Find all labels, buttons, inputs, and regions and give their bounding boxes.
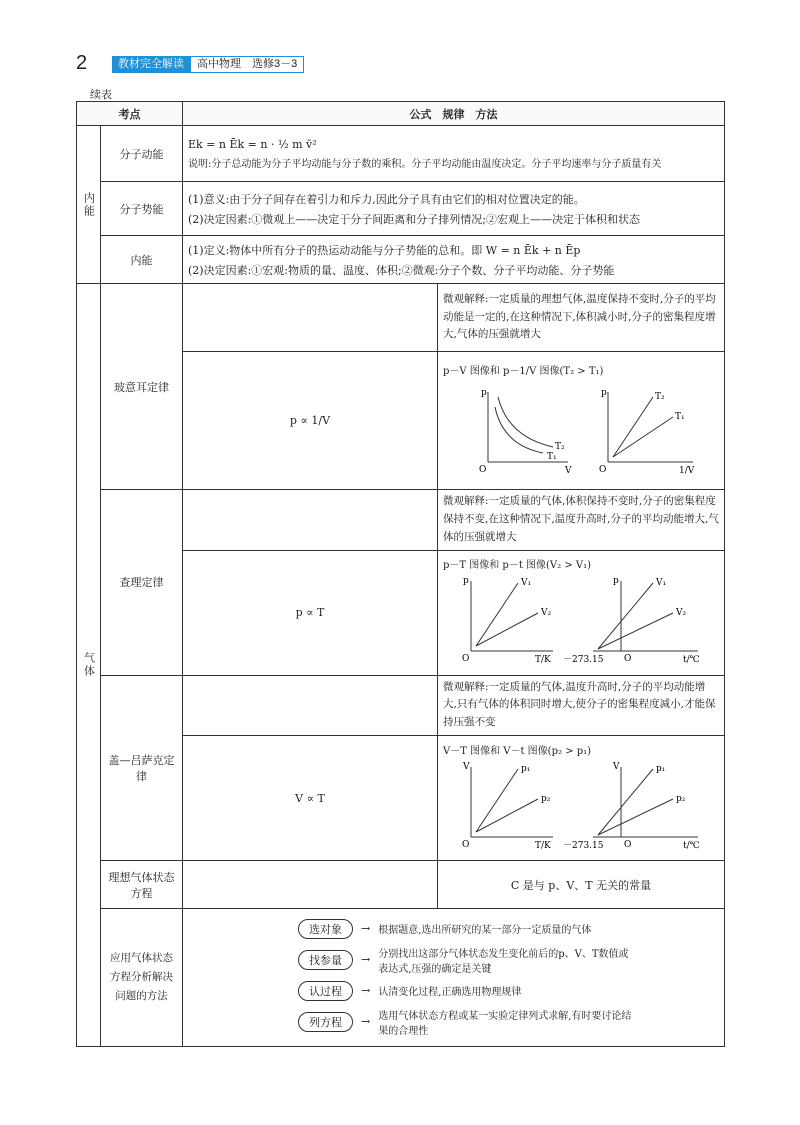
boyle-axis-invv: 1/V <box>679 465 695 476</box>
charles-formula-2: p ∝ T <box>183 550 438 675</box>
charles-axis-p2: p <box>613 576 619 587</box>
gay-label-p2: p₂ <box>541 793 551 804</box>
gay-origin-2: O <box>624 839 632 850</box>
boyle-curve-t2 <box>498 397 553 447</box>
flow-arrow-1: → <box>361 922 371 936</box>
charles-label-v1-2: V₁ <box>656 578 667 589</box>
gay-axis-tk: T/K <box>535 840 551 851</box>
flow-arrow-4: → <box>361 1015 371 1029</box>
gay-label-p1-2: p₁ <box>656 763 666 774</box>
charles-label-v2: V₂ <box>541 608 552 619</box>
gay-formula-1 <box>183 675 438 736</box>
boyle-label-t1-2: T₁ <box>675 411 685 422</box>
boyle-origin: O <box>479 464 487 475</box>
boyle-graph-title: p－V 图像和 p－1/V 图像(T₂ > T₁) <box>443 365 604 377</box>
flow-step-4-text: 选用气体状态方程或某一实验定律列式求解,有时要讨论结果的合理性 <box>378 1010 632 1037</box>
boyle-origin-2: O <box>599 464 607 475</box>
topic-boyle: 玻意耳定律 <box>101 284 183 490</box>
charles-micro: 微观解释:一定质量的气体,体积保持不变时,分子的密集程度保持不变,在这种情况下,温度升高时,分子的平均动能增大,气体的压强就增大 <box>438 490 725 551</box>
ideal-formula <box>183 861 438 909</box>
boyle-graph-svg <box>443 377 713 477</box>
boyle-line-t2 <box>613 397 653 457</box>
boyle-curve-t1 <box>495 407 543 453</box>
boyle-graphs <box>438 352 725 490</box>
flow-step-3 <box>298 981 719 1001</box>
ideal-note: C 是与 p、V、T 无关的常量 <box>438 861 725 909</box>
topic-gay: 盖—吕萨克定律 <box>101 675 183 861</box>
gay-line-p2-2 <box>598 799 673 835</box>
flow-arrow-2: → <box>361 953 371 967</box>
boyle-formula-1 <box>183 284 438 352</box>
flow-step-4 <box>298 1007 719 1037</box>
charles-axis-p: p <box>463 576 469 587</box>
topic-application: 应用气体状态方程分析解决问题的方法 <box>101 909 183 1047</box>
application-flow <box>183 909 725 1047</box>
flow-step-1 <box>298 919 719 939</box>
col-header-topic: 考点 <box>77 102 183 126</box>
internal-line-2: (2)决定因素:①宏观:物质的量、温度、体积;②微观:分子个数、分子平均动能、分子势能 <box>188 263 615 277</box>
content-potential <box>183 182 725 236</box>
boyle-line-t1 <box>613 417 673 457</box>
header-subject: 高中物理 选修3－3 <box>190 56 304 73</box>
gay-line-p2 <box>476 799 538 832</box>
note-ek: 说明:分子总动能为分子平均动能与分子数的乘积。分子平均动能由温度决定。分子平均速率与分子质量有关 <box>188 158 662 170</box>
topic-ideal: 理想气体状态方程 <box>101 861 183 909</box>
content-internal <box>183 236 725 284</box>
boyle-axis-p2: p <box>601 387 607 398</box>
gay-neg: －273.15 <box>563 840 604 851</box>
gay-axis-v2: V <box>613 761 620 772</box>
topic-potential: 分子势能 <box>101 182 183 236</box>
flow-step-2 <box>298 945 719 975</box>
charles-origin: O <box>462 654 470 665</box>
charles-neg: －273.15 <box>563 655 604 666</box>
potential-line-2: (2)决定因素:①微观上——决定于分子间距离和分子排列情况;②宏观上——决定于体积和状态 <box>188 212 640 226</box>
header-tag: 教材完全解读 <box>112 56 190 73</box>
boyle-label-t2: T₂ <box>555 441 565 452</box>
category-gas: 气体 <box>77 284 101 1047</box>
charles-label-v1: V₁ <box>521 578 532 589</box>
internal-line-1: (1)定义:物体中所有分子的热运动动能与分子势能的总和。即 W = n Ēk + n Ēp <box>188 243 581 257</box>
gay-line-p1 <box>476 769 518 832</box>
boyle-label-t1: T₁ <box>547 451 557 462</box>
topic-internal: 内能 <box>101 236 183 284</box>
charles-graph-title: p－T 图像和 p－t 图像(V₂ > V₁) <box>443 560 592 572</box>
charles-graph-svg <box>443 571 713 666</box>
gay-origin: O <box>462 839 470 850</box>
gay-graph-svg <box>443 757 713 852</box>
boyle-label-t2-2: T₂ <box>655 391 665 402</box>
charles-axis-tk: T/K <box>535 655 551 666</box>
boyle-micro: 微观解释:一定质量的理想气体,温度保持不变时,分子的平均动能是一定的,在这种情况下,体积减小时,分子的密集程度增大,气体的压强就增大 <box>438 284 725 352</box>
flow-step-1-label: 选对象 <box>298 919 353 939</box>
charles-graphs <box>438 550 725 675</box>
gay-line-p1-2 <box>598 769 653 835</box>
charles-origin-2: O <box>624 654 632 665</box>
charles-line-v2 <box>476 613 538 646</box>
boyle-formula-2: p ∝ 1/V <box>183 352 438 490</box>
content-kinetic <box>183 126 725 182</box>
subtitle: 续表 <box>90 88 112 101</box>
flow-step-3-label: 认过程 <box>298 981 353 1001</box>
topic-charles: 查理定律 <box>101 490 183 676</box>
gay-formula-2: V ∝ T <box>183 736 438 861</box>
category-internal-energy: 内能 <box>77 126 101 284</box>
flow-step-2-label: 找参量 <box>298 950 353 970</box>
boyle-axis-p: p <box>481 387 487 398</box>
gay-micro: 微观解释:一定质量的气体,温度升高时,分子的平均动能增大,只有气体的体积同时增大,使分子的密集程度减小,才能保持压强不变 <box>438 675 725 736</box>
potential-line-1: (1)意义:由于分子间存在着引力和斥力,因此分子具有由它们的相对位置决定的能。 <box>188 192 585 206</box>
gay-graphs <box>438 736 725 861</box>
page-number: 2 <box>76 52 88 74</box>
flow-step-1-text: 根据题意,选出所研究的某一部分一定质量的气体 <box>378 925 592 937</box>
charles-label-v2-2: V₂ <box>676 608 687 619</box>
col-header-formula: 公式 规律 方法 <box>183 102 725 126</box>
charles-formula-1 <box>183 490 438 551</box>
flow-step-4-label: 列方程 <box>298 1012 353 1032</box>
charles-line-v2-2 <box>598 613 673 649</box>
summary-table <box>76 101 725 1047</box>
charles-line-v1 <box>476 583 518 646</box>
topic-kinetic: 分子动能 <box>101 126 183 182</box>
charles-line-v1-2 <box>598 583 653 649</box>
boyle-axis-v: V <box>565 465 572 476</box>
gay-graph-title: V－T 图像和 V－t 图像(p₂ > p₁) <box>443 745 592 757</box>
charles-axis-tc: t/℃ <box>683 655 700 666</box>
flow-step-2-text: 分别找出这部分气体状态发生变化前后的p、V、T数值或表达式,压强的确定是关键 <box>378 948 629 975</box>
flow-arrow-3: → <box>361 984 371 998</box>
flow-step-3-text: 认清变化过程,正确选用物理规律 <box>378 987 522 999</box>
formula-ek: Ek = n Ēk = n · ½ m v̄² <box>188 137 317 151</box>
gay-axis-tc: t/℃ <box>683 840 700 851</box>
header <box>112 56 304 73</box>
gay-label-p1: p₁ <box>521 763 531 774</box>
gay-axis-v: V <box>463 761 470 772</box>
gay-label-p2-2: p₂ <box>676 793 686 804</box>
